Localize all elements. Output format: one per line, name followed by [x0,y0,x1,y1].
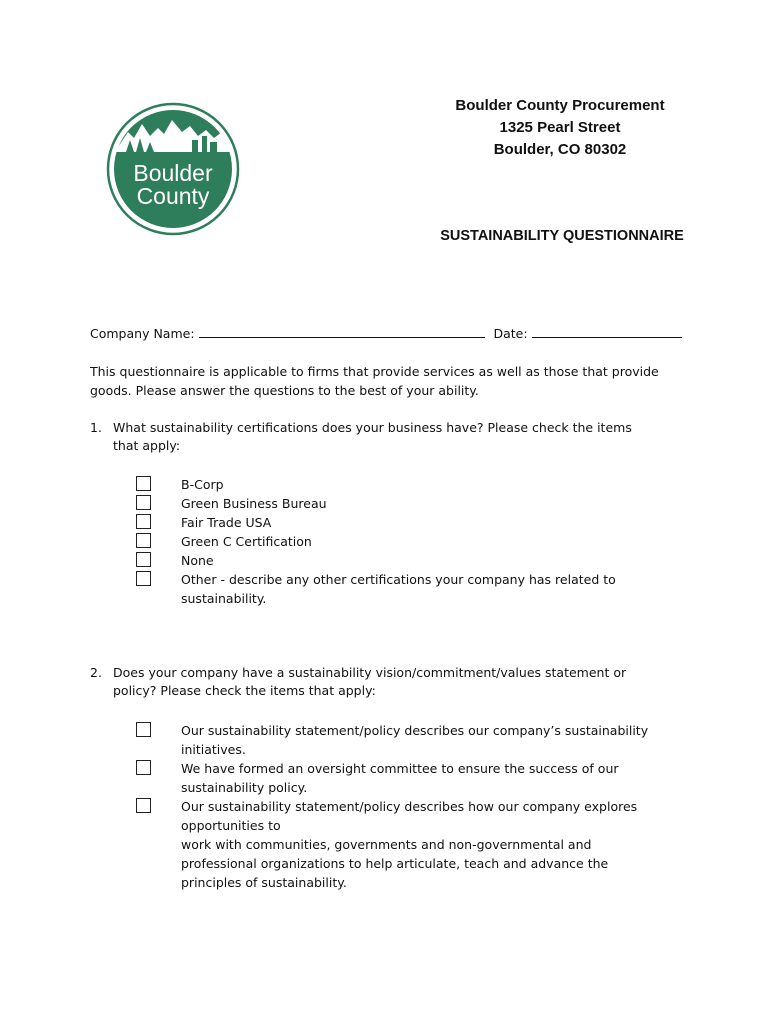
logo-text-county: County [136,183,210,209]
option-label: Our sustainability statement/policy describes how our company explores opportunities to [181,799,638,833]
option-b-corp [136,475,681,494]
company-name-label: Company Name: [90,326,195,341]
address-line-2: 1325 Pearl Street [499,119,621,136]
date-label: Date: [493,326,528,341]
question-number: 1. [90,420,102,435]
address-line-3: Boulder, CO 80302 [493,141,627,158]
option-other [136,570,681,608]
option-fair-trade-usa [136,513,681,532]
option-oversight-committee [136,759,671,797]
option-none [136,551,681,570]
none-checkbox[interactable] [136,552,151,567]
question-number: 2. [90,665,102,680]
option-green-c-certification [136,532,681,551]
question-text: Does your company have a sustainability vision/commitment/values statement or policy? Please check the items that apply: [113,665,627,698]
green-c-certification-checkbox[interactable] [136,533,151,548]
question-2-options [136,721,671,892]
boulder-county-logo [106,102,240,236]
option-label: Other - describe any other certifications your company has related to sustainability. [181,572,616,606]
option-label: Our sustainability statement/policy describes our company’s sustainability initiatives. [181,723,649,757]
option-label: Green C Certification [181,534,312,549]
fair-trade-usa-checkbox[interactable] [136,514,151,529]
option-label: Fair Trade USA [181,515,272,530]
company-date-fields [90,325,682,341]
option-continuation [136,835,671,892]
option-label: B-Corp [181,477,224,492]
question-1 [90,419,680,455]
logo-text-boulder: Boulder [133,160,213,186]
b-corp-checkbox[interactable] [136,476,151,491]
document-title: SUSTAINABILITY QUESTIONNAIRE [440,228,684,244]
question-text: What sustainability certifications does your business have? Please check the items that apply: [113,420,632,453]
option-explores-opportunities [136,797,671,835]
option-green-business-bureau [136,494,681,513]
option-statement-initiatives [136,721,671,759]
intro-paragraph: This questionnaire is applicable to firms that provide services as well as those that provide goods. Please answer the questions to the best of your ability. [90,364,659,398]
explores-opportunities-checkbox[interactable] [136,798,151,813]
option-label-continued: work with communities, governments and non-governmental and professional organizations to help articulate, teach and advance the principles of sustainability. [181,837,609,890]
oversight-committee-checkbox[interactable] [136,760,151,775]
statement-initiatives-checkbox[interactable] [136,722,151,737]
question-1-options [136,475,681,608]
option-label: None [181,553,214,568]
option-label: We have formed an oversight committee to ensure the success of our sustainability policy. [181,761,619,795]
question-2 [90,664,680,700]
company-name-field[interactable] [199,325,485,338]
date-field[interactable] [532,325,682,338]
option-label: Green Business Bureau [181,496,327,511]
procurement-address [420,95,700,161]
address-line-1: Boulder County Procurement [455,97,665,114]
other-checkbox[interactable] [136,571,151,586]
green-business-bureau-checkbox[interactable] [136,495,151,510]
